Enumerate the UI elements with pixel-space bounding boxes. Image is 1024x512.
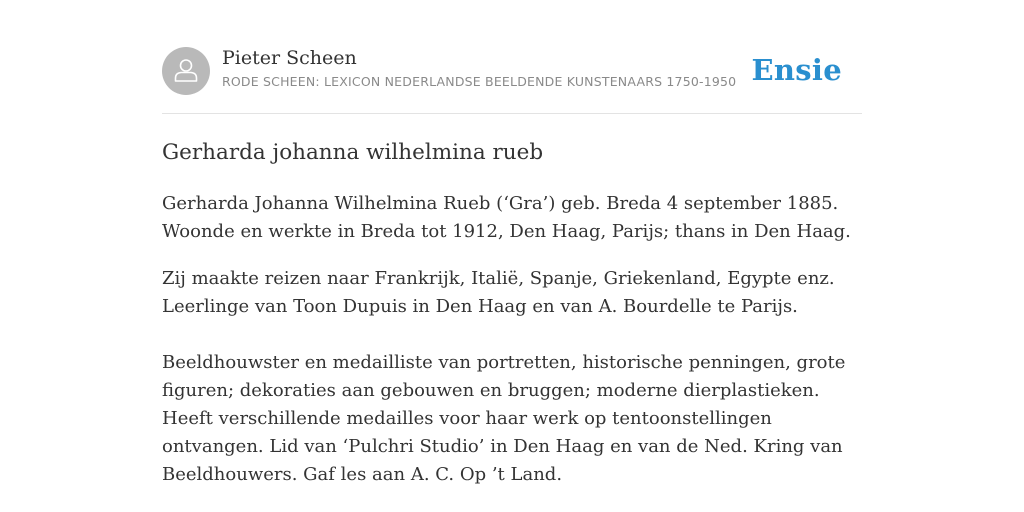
article-paragraph: Zij maakte reizen naar Frankrijk, Italië, Spanje, Griekenland, Egypte enz. Leerlinge van Toon Dupuis in Den Haag en van A. Bourdelle te Parijs. xyxy=(162,268,835,317)
article-paragraph: Gerharda Johanna Wilhelmina Rueb (‘Gra’) geb. Breda 4 september 1885. Woonde en werkte in Breda tot 1912, Den Haag, Parijs; thans in Den Haag. xyxy=(162,193,851,242)
article-paragraph: Beeldhouwster en medailliste van portretten, historische penningen, grote figuren; dekoraties aan gebouwen en bruggen; moderne dierplastieken. Heeft verschillende medailles voor haar werk op tentoonstellingen ontvangen. Lid van ‘Pulchri Studio’ in Den Haag en van de Ned. Kring van Beeldhouwers. Gaf les aan A. C. Op ’t Land. xyxy=(162,352,846,485)
author-avatar[interactable] xyxy=(162,47,210,95)
article-header xyxy=(162,46,862,96)
header-divider xyxy=(162,113,862,114)
author-name[interactable]: Pieter Scheen xyxy=(222,47,357,69)
article-title: Gerharda johanna wilhelmina rueb xyxy=(162,140,544,165)
source-title[interactable]: RODE SCHEEN: LEXICON NEDERLANDSE BEELDENDE KUNSTENAARS 1750-1950 xyxy=(222,74,737,89)
user-silhouette-icon xyxy=(162,47,210,95)
brand-logo[interactable]: Ensie xyxy=(751,53,842,87)
